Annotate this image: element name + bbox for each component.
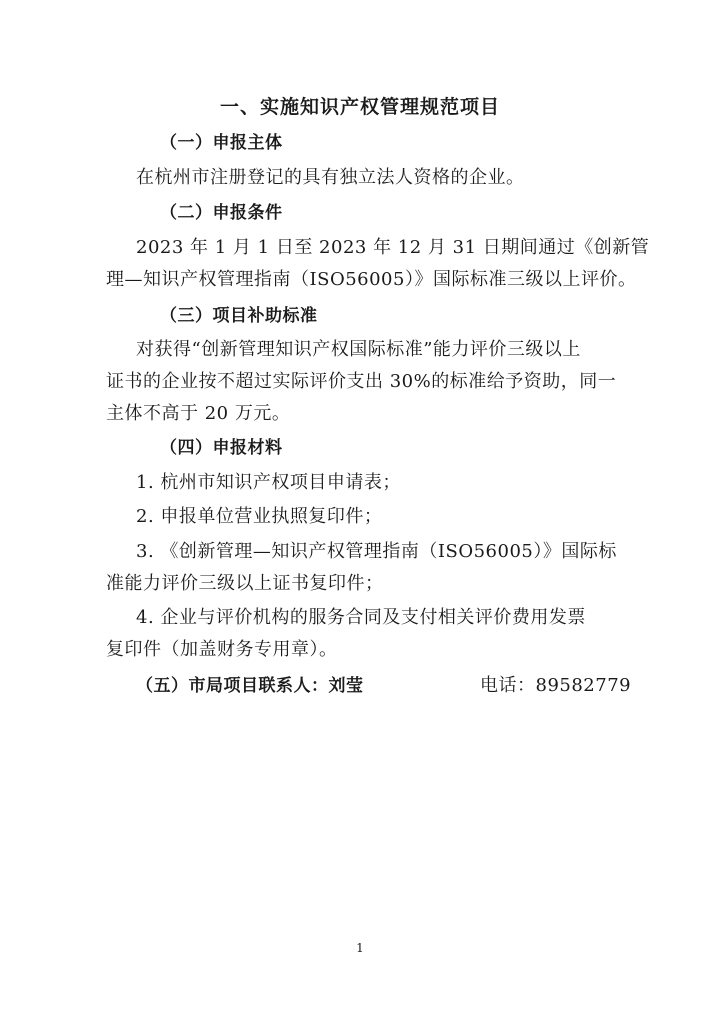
section-heading-subsidy: （三）项目补助标准 — [160, 306, 318, 326]
section-heading-conditions: （二）申报条件 — [160, 203, 283, 223]
section-text-conditions-line1: 2023 年 1 月 1 日至 2023 年 12 月 31 日期间通过《创新管 — [136, 237, 650, 258]
page-number: 1 — [356, 941, 364, 955]
materials-item-4-line1: 4. 企业与评价机构的服务合同及支付相关评价费用发票 — [136, 607, 586, 628]
materials-item-3-line2: 准能力评价三级以上证书复印件； — [106, 573, 384, 594]
contact-person: （五）市局项目联系人：刘莹 — [136, 676, 364, 696]
section-text-subsidy-line1: 对获得“创新管理知识产权国际标准”能力评价三级以上 — [136, 339, 581, 360]
materials-item-3-line1: 3. 《创新管理—知识产权管理指南（ISO56005）》国际标 — [136, 541, 617, 562]
section-heading-applicant: （一）申报主体 — [160, 133, 283, 153]
section-heading-materials: （四）申报材料 — [160, 438, 283, 458]
materials-item-2: 2. 申报单位营业执照复印件； — [136, 506, 383, 527]
section-text-subsidy-line2: 证书的企业按不超过实际评价支出 30%的标准给予资助，同一 — [106, 371, 617, 392]
materials-item-4-line2: 复印件（加盖财务专用章）。 — [106, 639, 338, 660]
section-text-conditions-line2: 理—知识产权管理指南（ISO56005）》国际标准三级以上评价。 — [106, 269, 637, 290]
section-text-subsidy-line3: 主体不高于 20 万元。 — [106, 403, 291, 424]
contact-phone: 电话：89582779 — [480, 675, 632, 696]
document-title: 一、实施知识产权管理规范项目 — [219, 96, 500, 118]
materials-item-1: 1. 杭州市知识产权项目申请表； — [136, 472, 401, 493]
section-text-applicant: 在杭州市注册登记的具有独立法人资格的企业。 — [136, 167, 525, 188]
